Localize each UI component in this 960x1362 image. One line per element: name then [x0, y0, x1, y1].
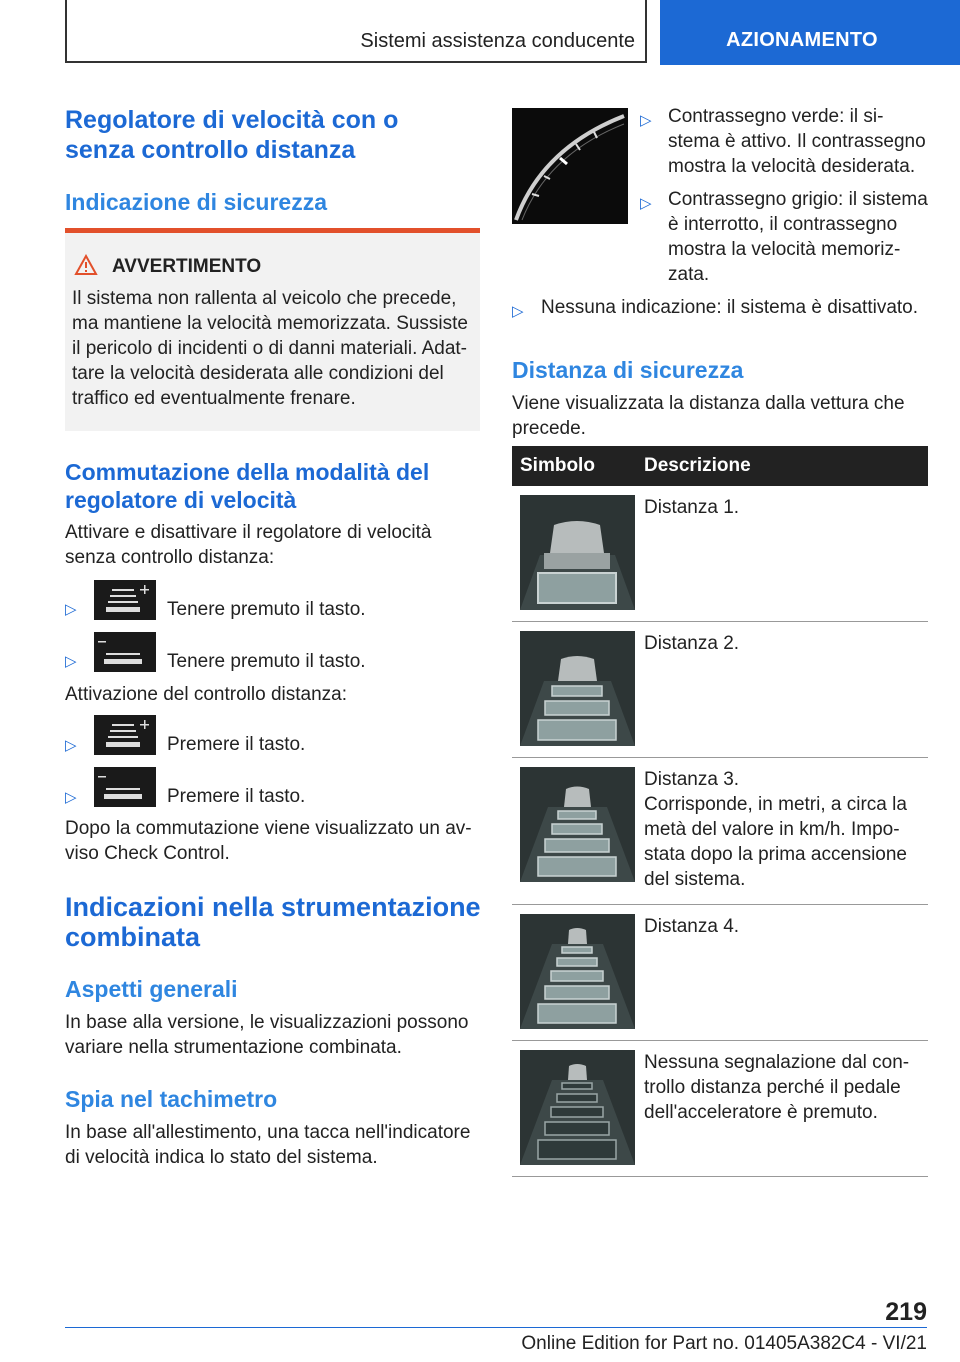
general-heading: Aspetti generali	[65, 976, 238, 1002]
acc-minus-button-icon	[94, 632, 156, 672]
table-row-divider	[512, 1176, 928, 1177]
table-row-divider	[512, 1040, 928, 1041]
column-header-symbol: Simbolo	[520, 455, 595, 476]
distance-2-icon	[520, 631, 635, 746]
speedo-heading: Spia nel tachimetro	[65, 1086, 278, 1112]
bullet-triangle-icon: ▷	[65, 653, 77, 670]
bullet-triangle-icon: ▷	[640, 195, 652, 212]
step-1-text: Tenere premuto il tasto.	[167, 599, 366, 620]
section-title: Regolatore di velocità con o senza controllo distanza	[65, 106, 399, 164]
bullet-triangle-icon: ▷	[640, 112, 652, 129]
table-row-4-description: Distanza 4.	[644, 916, 740, 937]
table-header	[512, 446, 928, 486]
after-switch-text: Dopo la commutazione viene visualizzato un av- viso Check Control.	[65, 818, 472, 864]
header-section-title: Sistemi assistenza conducente	[360, 30, 635, 52]
distance-heading: Distanza di sicurezza	[512, 357, 744, 383]
green-marker-text: Contrassegno verde: il si- stema è attivo. Il contrassegno mostra la velocità desiderata.	[668, 106, 926, 177]
table-row-divider	[512, 904, 928, 905]
safety-heading: Indicazione di sicurezza	[65, 189, 328, 215]
grey-marker-text: Contrassegno grigio: il sistema è interrotto, il contrassegno mostra la velocità memoriz- zata.	[668, 189, 928, 285]
acc-plus-button-icon	[94, 580, 156, 620]
distance-intro: Viene visualizzata la distanza dalla vettura che precede.	[512, 393, 905, 439]
table-row-2-description: Distanza 2.	[644, 633, 740, 654]
speedo-text: In base all'allestimento, una tacca nell'indicatore di velocità indica lo stato del sistema.	[65, 1122, 471, 1168]
distance-3-icon	[520, 767, 635, 882]
footer-edition: Online Edition for Part no. 01405A382C4 - VI/21	[521, 1333, 927, 1354]
no-indication-text: Nessuna indicazione: il sistema è disattivato.	[541, 297, 919, 318]
distance-inactive-icon	[520, 1050, 635, 1165]
column-header-description: Descrizione	[644, 455, 751, 476]
acc-plus-button-icon	[94, 715, 156, 755]
activation-label: Attivazione del controllo distanza:	[65, 684, 347, 705]
switch-mode-heading: Commutazione della modalità del regolatore di velocità	[65, 459, 430, 513]
step-4-text: Premere il tasto.	[167, 786, 306, 807]
table-row-divider	[512, 757, 928, 758]
bullet-triangle-icon: ▷	[512, 303, 524, 320]
display-heading: Indicazioni nella strumentazione combinata	[65, 892, 481, 952]
page-number: 219	[885, 1298, 927, 1326]
warning-title: AVVERTIMENTO	[112, 256, 262, 277]
distance-4-icon	[520, 914, 635, 1029]
general-text: In base alla versione, le visualizzazioni possono variare nella strumentazione combinata.	[65, 1012, 469, 1058]
table-row-5-description: Nessuna segnalazione dal con- trollo distanza perché il pedale dell'acceleratore è premuto.	[644, 1052, 910, 1123]
header-chapter-label: AZIONAMENTO	[726, 29, 878, 51]
distance-1-icon	[520, 495, 635, 610]
warning-icon	[74, 254, 98, 276]
table-row-1-description: Distanza 1.	[644, 497, 740, 518]
bullet-triangle-icon: ▷	[65, 789, 77, 806]
step-3-text: Premere il tasto.	[167, 734, 306, 755]
table-row-3-description: Distanza 3. Corrisponde, in metri, a circa la metà del valore in km/h. Impo- stata dopo la prima accensione del sistema.	[644, 769, 907, 890]
warning-text: Il sistema non rallenta al veicolo che precede, ma mantiene la velocità memorizzata. Sussiste il pericolo di incidenti o di danni materiali. Adat- tare la velocità desiderata alle condizioni del traffico ed eventualmente frenare.	[72, 288, 468, 409]
speedometer-marker-image	[512, 108, 628, 224]
step-2-text: Tenere premuto il tasto.	[167, 651, 366, 672]
switch-intro: Attivare e disattivare il regolatore di velocità senza controllo distanza:	[65, 522, 432, 568]
bullet-triangle-icon: ▷	[65, 737, 77, 754]
acc-minus-button-icon	[94, 767, 156, 807]
bullet-triangle-icon: ▷	[65, 601, 77, 618]
table-row-divider	[512, 621, 928, 622]
footer-divider	[65, 1327, 927, 1328]
